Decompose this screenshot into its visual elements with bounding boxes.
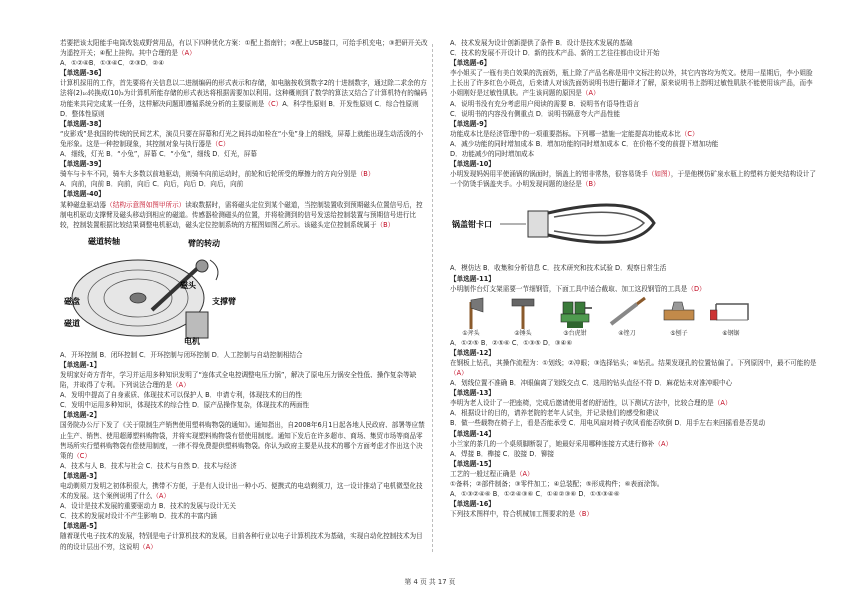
options: A．设计是技术发展的重要驱动力 B．技术的发展与设计无关: [60, 502, 236, 511]
svg-text:磁道: 磁道: [64, 318, 80, 328]
answer: （D）: [687, 284, 706, 293]
options: C．技术的发展不开设计 D．新的技术产品、新的工艺往往都由设计开始: [450, 49, 660, 58]
answer: （A）: [139, 542, 157, 551]
tools-row: [450, 296, 818, 338]
question-text: 计算机採用的工作，首先要将有关信息以二进制编码的形式表示和存储，如电脑按收到数字2的十进制数字，通过除二求余的方法将(2)₁₀转换成(10)₂为计算机所能存储的形式表达将根据需要加以利用。这种概则到了数学的算法又结合了计算机特有的编码功能来共同完成某一任务，这样解决问题即遵循系统分析的主要原则是（C）A．科学性原则 B．开发性原则 C．综合性原则 D．整体性原则: [60, 79, 428, 118]
answer: （C）: [680, 129, 699, 138]
question-heading: 【单选题-5】: [60, 522, 101, 531]
pot-lid-clip-figure: [450, 191, 818, 261]
answer: （A）: [515, 469, 534, 478]
options: D．功能减少的同时增加成本: [450, 150, 535, 159]
question-text: 下列技术图样中，符合机械加工图要求的是（B）: [450, 510, 593, 519]
svg-text:锅盖钳卡口: 锅盖钳卡口: [452, 220, 492, 230]
question-text: “皮影戏”是我国的传统的民间艺术，演员只要在屏幕和灯光之间抖动如栓在“小兔”身上的细线，屏幕上就能出现生动活泼的小兔形象。这是一种控制现象，其控制对象与执行器是（C）: [60, 129, 424, 148]
options: A．①③②④⑥ B．①②④③⑥ C．①④②③⑥ D．①⑤③④⑥: [450, 490, 620, 499]
answer: （A）: [581, 89, 600, 98]
tool-axe: ①斧头: [450, 296, 492, 338]
tool-plane: ⑤刨子: [658, 296, 700, 338]
right-column: [450, 38, 818, 519]
disk-drive-diagram: [60, 232, 250, 346]
bench-vise-icon: [557, 296, 593, 330]
options: A．细线，灯光 B．“小兔”，屏幕 C．“小兔”，细线 D．灯光，屏幕: [60, 150, 257, 159]
tool-hammer: ②锤头: [502, 296, 544, 338]
hacksaw-icon: [710, 296, 754, 330]
question-heading: 【单选题-2】: [60, 411, 101, 420]
page-footer: 第 4 页 共 17 页: [404, 578, 456, 586]
options: A．焊接 B．榫接 C．胶接 D．铆接: [450, 449, 555, 458]
answer: （A）: [172, 381, 190, 390]
svg-text:磁盘: 磁盘: [64, 296, 80, 306]
options: A．技术发展为设计创新提供了条件 B．设计是技术发展的基础: [450, 39, 633, 47]
options: C．说明书的内容没有侧重点 D．说明书隔意夸大产品性能: [450, 109, 621, 118]
question-heading: 【单选题-36】: [60, 69, 105, 78]
tool-bench-vise: ③台虎钳: [554, 296, 596, 338]
options: C．发明中运用多种知识，体现技术的综合性 D．原产品操作复杂，体现技术的两面性: [60, 401, 310, 410]
options: A．发明中提高了自身素质、体现技术可以保护人 B．申请专利，体现技术的目的性: [60, 391, 302, 400]
question-heading: 【单选题-12】: [450, 348, 495, 357]
question-heading: 【单选题-1】: [60, 360, 101, 369]
question-heading: 【单选题-11】: [450, 274, 495, 283]
answer: （B）: [581, 180, 600, 189]
answer: （B）: [376, 220, 395, 229]
question-text: 在钢板上钻孔，其操作流程为：①划线；②冲眼；③选择钻头；④钻孔。结果发现孔的位置钻偏了。下列原因中，最不可能的是（A）: [450, 358, 817, 377]
question-text: 李小姐买了一瓶有美白效果的洗面奶，瓶上除了产品名称是用中文标注的以外，其它内容均为英文。使用一星期后，李小姐脸上长出了许多红色小斑点，后来请人对该洗面奶说明书进行翻译才了解，原来说明书上指明过敏性肌肤不能使用该产品，而李小姐刚好是过敏性肌肤。产生该问题的原因是（A）: [450, 69, 813, 98]
options: B．做一些载物在椅子上，看是否能承受 C．用电风扇对椅子吹风看能否吹倒 D．用手左右来回摇看是否晃动: [450, 419, 766, 428]
question-text: 国务院办公厅下发了《关于限制生产销售使用塑料购物袋的通知》。通知指出，自2008年6月1日起各地人民政府、部署等应禁止生产、销售、使用超薄塑料购物袋，并将实现塑料购物袋有偿使用制度。通知下发后在许多超市、商场、集贸市场等商品零售场所实行塑料购物袋有偿使用制度，一律不得免费提供塑料购物袋。你认为政府主要是从技术的哪个方面考虑才作出这个决策的（C）: [60, 421, 425, 460]
tool-hacksaw: ⑥钢锯: [710, 296, 752, 338]
tool-file: ④锉刀: [606, 296, 648, 338]
svg-text:电机: 电机: [184, 336, 200, 346]
svg-text:臂的转动: 臂的转动: [188, 238, 220, 248]
question-text: 功能成本比是经济管理中的一项重要指标。下列哪一措施一定能提高功能成本比（C）: [450, 129, 699, 138]
options: A．模仿达 B．收集和分析信息 C．技术研究和技术试验 D．观察日常生活: [450, 264, 667, 273]
disk-drive-figure: [60, 232, 428, 348]
file-icon: [607, 296, 647, 330]
options: A．①②⑤ B．②⑤⑥ C．①③⑤ D．③④⑥: [450, 338, 573, 347]
question-heading: 【单选题-38】: [60, 119, 105, 128]
left-column: [60, 38, 428, 552]
question-text: 工艺的一般过程正确是（A）: [450, 469, 534, 478]
answer: （C）: [73, 451, 91, 460]
question-text: 李明为老人设计了一把座椅，完成后邀请使用者的舒适性，以下测试方法中，比较合理的是（A）: [450, 399, 732, 408]
question-text: 小兰家的茶几的一个桌须脚断裂了，她最好采用哪种连接方式进行修补（A）: [450, 439, 673, 448]
svg-text:支撑臂: 支撑臂: [212, 296, 236, 306]
answer: （A）: [152, 492, 171, 501]
options: A．开环控制 B．闭环控制 C．开环控制与闭环控制 D．人工控制与自动控制相结合: [60, 350, 303, 359]
question-text: 电动剃须刀发明之初体积很大，携带不方便，于是有人设计出一种小巧、便携式的电动剃须刀，这一设计推动了电机微型化技术的发展。这个案例说明了什么（A）: [60, 482, 423, 501]
axe-icon: [456, 296, 486, 330]
question-heading: 【单选题-10】: [450, 160, 495, 169]
answer: （A）: [178, 49, 196, 58]
question-heading: 【单选题-16】: [450, 500, 495, 509]
question-heading: 【单选题-13】: [450, 389, 495, 398]
question-text: 若要把该太阳能手电筒改装成野营用品，有以下四种优化方案：①配上指南针；②配上USB接口，可给手机充电；③把研开关改为遥控开关；④配上挂钩。其中合理的是（A）: [60, 39, 428, 58]
svg-text:磁头: 磁头: [180, 280, 196, 290]
question-text: 骑车与卡车不同，骑车大多数以前地驱动，则骑车向前运动时，前轮和后轮所受的摩擦力的方向分别是（B）: [60, 170, 375, 179]
options: A．划线位置不准确 B．冲眼偏离了划线交点 C．选用的钻头直径不符 D．麻花钻未对准冲眼中心: [450, 379, 733, 388]
question-text: 小明制作台灯支架需要一节细钢管，下面工具中适合截取、加工这段钢管的工具是（D）: [450, 284, 706, 293]
pot-lid-clip-diagram: [450, 191, 670, 259]
question-heading: 【单选题-3】: [60, 471, 101, 480]
question-heading: 【单选题-40】: [60, 190, 105, 199]
answer: （B）: [575, 510, 593, 519]
question-heading: 【单选题-14】: [450, 429, 495, 438]
options: C．技术的发展对设计不产生影响 D．技术的丰富内涵: [60, 512, 217, 521]
question-heading: 【单选题-6】: [450, 59, 491, 68]
options: A．说明书没有充分考虑用户阅读的需要 B．说明书有语导性语言: [450, 99, 640, 108]
answer: （C）: [264, 99, 283, 108]
options: A．向前，向前 B．向前，向后 C．向后，向后 D．向后，向前: [60, 180, 244, 189]
question-text: 某种磁盘驱动器（结构示意图如图甲所示）读取数据时，需将磁头定位到某个磁道，当控制装置收到预期磁头位置信号后，控制电机驱动支撑臂及磁头移动到相应的磁道。传感器检测磁头的位置，并将检测到的信号发送给控制装置与预期信号进行比较，控制装置根据比较结果调整电机驱动，磁头定位控制系统的方框图如图乙所示。该磁头定位控制系统属于（B）: [60, 200, 423, 229]
answer: （C）: [211, 139, 230, 148]
svg-text:磁道转轴: 磁道转轴: [88, 236, 120, 246]
question-text: 随着现代电子技术的发展，特别是电子计算机技术的发展，目前各种行业以电子计算机技术为基础，实现自动化控制技术为目的的设计层出不穷，这说明（A）: [60, 532, 423, 551]
column-divider: [432, 44, 433, 552]
question-heading: 【单选题-15】: [450, 459, 495, 468]
hammer-icon: [508, 296, 538, 330]
answer: （B）: [356, 170, 375, 179]
answer: （A）: [654, 439, 673, 448]
question-text: 发明家好奇方青年，学习并运用多种知识发明了“连体式全电控调整电压力锅”，解决了原电压力锅安全性低、操作复杂等缺陷，并取得了专利。下列说法合理的是（A）: [60, 370, 417, 390]
options: A．根据设计的目的，请养老院的老年人试坐，并记录他们的感受和建议: [450, 409, 659, 418]
answer: （A）: [713, 399, 732, 408]
question-text: ①备料；②部件制备；③零件加工；④总装配；⑤形成构件；⑥表面涂饰。: [450, 480, 664, 488]
question-heading: 【单选题-9】: [450, 119, 491, 128]
options: A．①②④B．①③④C．②③D．②④: [60, 59, 165, 68]
question-heading: 【单选题-39】: [60, 160, 105, 169]
options: A．技术与人 B．技术与社会 C．技术与自然 D．技术与经济: [60, 461, 237, 470]
answer: （A）: [450, 368, 468, 377]
options: A．减少功能的同时增加成本 B．增加功能的同时增加成本 C．在价格不变的前提下增加功能: [450, 139, 719, 148]
question-text: 小明发现妈妈用平使涌锅的锅面时，锅盖上的钳非常热，很容易烫手（如图），于是他模仿矿泉水瓶上的塑料方便夹结构设计了一个防烫手锅盖夹手。小明发现问题的途径是（B）: [450, 170, 816, 189]
plane-icon: [660, 296, 698, 330]
